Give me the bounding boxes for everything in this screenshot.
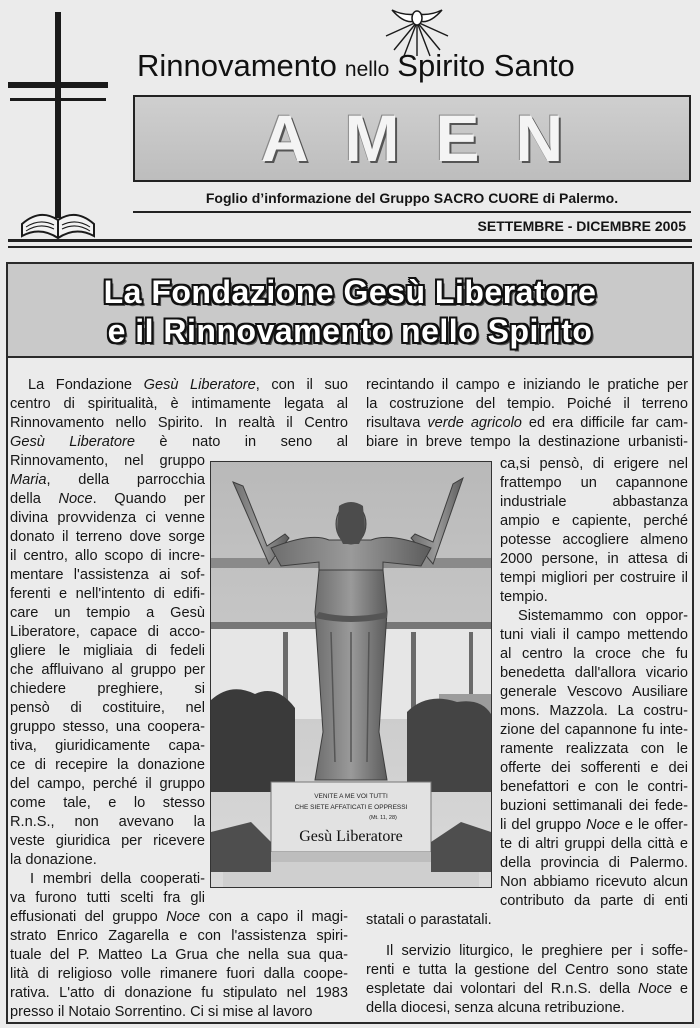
column_left_lines-line: il centro, allo scopo di incre- — [10, 548, 205, 564]
masthead-bottom-rule — [8, 239, 692, 242]
column_left_lines-line: care un tempio a Gesù — [10, 605, 205, 621]
column_right_lines-line: benedetta dall'allora vicario — [500, 665, 688, 681]
column_left_lines-line: mentare l'assistenza ai sof- — [10, 567, 205, 583]
column_left_lines-line: tuale del P. Matteo La Grua che nella sua qua- — [10, 947, 348, 963]
column_right_lines-line: renti e tutta la gestione del Centro sono state — [366, 962, 688, 978]
column_left_lines-line: pensò di costituire, nel — [10, 700, 205, 716]
column_left_lines-line: strato Enrico Zagarella e con l'assistenza spiri- — [10, 928, 348, 944]
column_left_lines-line: Maria, della parrocchia — [10, 472, 205, 488]
column_left_lines-line: R.n.S., non avevano la — [10, 814, 205, 830]
column_right_lines-line: mons. Mazzola. La costru- — [500, 703, 688, 719]
column_right_lines-line: Non abbiamo ricevuto alcun — [500, 874, 688, 890]
masthead-title — [137, 44, 692, 88]
column_left_lines-line: Gesù Liberatore è nato in seno al — [10, 434, 348, 450]
column_right_lines-line: generale Vescovo Ausiliare — [500, 684, 688, 700]
column_left_lines-line: Rinnovamento, nel gruppo — [10, 453, 205, 469]
column_right_lines-line: tuni viali il campo mettendo — [500, 627, 688, 643]
column_left_lines-line: Liberatore, capace di acco- — [10, 624, 205, 640]
column_left_lines-line: della Noce. Quando per — [10, 491, 205, 507]
plaque-text-line-1: VENITE A ME VOI TUTTI — [314, 793, 388, 800]
column_left_lines-line: lità di religioso volle rimanere fuori dalla coope- — [10, 966, 348, 982]
column_left_lines-line: veste giuridica per ricevere — [10, 833, 205, 849]
column_left_lines-line: chiedere preghiere, si — [10, 681, 205, 697]
column_right_lines-line: 2000 persone, in attesa di — [500, 551, 688, 567]
plaque-text-line-2: CHE SIETE AFFATICATI E OPPRESSI — [294, 804, 408, 811]
column_left_lines-line: La Fondazione Gesù Liberatore, con il suo — [28, 377, 349, 393]
column_right_lines-line: della diocesi, senza alcuna retribuzione. — [366, 1000, 625, 1016]
column_right_lines-line: ramente realizzata con le — [500, 741, 688, 757]
masthead-word-santo: Santo — [493, 48, 575, 83]
column_left_lines-line: Rinnovamento nello Spirito. In realtà il Centro — [10, 415, 348, 431]
column_left_lines-line: che affluivano al gruppo per — [10, 662, 205, 678]
column_left_lines-line: effusionati del gruppo Noce con a capo il magi- — [10, 909, 348, 925]
column_left_lines-line: del campo, perché il gruppo — [10, 776, 205, 792]
column_right_lines-line: statali o parastatali. — [366, 912, 492, 928]
column_right_lines-line: tempi migliori per costruire il — [500, 570, 688, 586]
column_right_lines-line: al centro la croce che fu — [500, 646, 688, 662]
column_left_lines-line: gruppo stesso, una coopera- — [10, 719, 205, 735]
column_left_lines-line: donato il terreno dove sorge — [10, 529, 205, 545]
column_left_lines-line: ce di recepire la donazione — [10, 757, 205, 773]
column_right_lines-line: biare in breve tempo la destinazione urbanisti- — [366, 434, 688, 450]
column_right_lines-line: recintando il campo e iniziando le pratiche per — [366, 377, 688, 393]
column_left_lines-line: la donazione. — [10, 852, 97, 868]
masthead-word-spirito: Spirito — [397, 48, 486, 83]
column_right_lines-line: ampio e capiente, perché — [500, 513, 688, 529]
column_right_lines-line: te di altri gruppi della città e — [500, 836, 688, 852]
column_right_lines-line: espletate dai volontari del R.n.S. della Noce e — [366, 981, 688, 997]
column_right_lines-line: ca,si pensò, di erigere nel — [500, 456, 688, 472]
column_right_lines-line: contributo da parte di enti — [500, 893, 688, 909]
masthead-word-nello: nello — [344, 58, 390, 81]
statue-photo — [210, 461, 492, 888]
cross-with-open-book-icon — [0, 8, 116, 244]
column_right_lines-line: Il servizio liturgico, le preghiere per i soffe- — [386, 943, 688, 959]
column_right_lines-line: li del gruppo Noce e le offer- — [500, 817, 688, 833]
column_right_lines-line: tempio. — [500, 589, 548, 605]
column_left_lines-line: centro di spiritualità, è intimamente legata al — [10, 396, 348, 412]
column_left_lines-line: gliere le migliaia di fedeli — [10, 643, 205, 659]
column_right_lines-line: Sistemammo con oppor- — [518, 608, 688, 624]
column_right_lines-line: la costruzione del tempio. Poiché il terreno — [366, 396, 688, 412]
column_left_lines-line: presso il Notaio Sorrentino. Ci si mise al lavoro — [10, 1004, 313, 1020]
plaque-text-line-3: (Mt. 11, 28) — [369, 815, 397, 821]
masthead-rule — [133, 211, 691, 213]
column_right_lines-line: frattempo un capannone — [500, 475, 688, 491]
article-headline-line-1: La Fondazione Gesù Liberatore — [103, 274, 597, 310]
column_right_lines-line: buzioni settimanali dei fede- — [500, 798, 688, 814]
masthead-bottom-rule-thin — [8, 246, 692, 248]
column_left_lines-line: divina provvidenza ci venne — [10, 510, 205, 526]
column_left_lines-line: come tale, e lo stesso — [10, 795, 205, 811]
column_right_lines-line: della provincia di Palermo. — [500, 855, 688, 871]
article-headline-line-2: e il Rinnovamento nello Spirito — [107, 313, 593, 349]
issue-date: SETTEMBRE - DICEMBRE 2005 — [477, 218, 686, 234]
column_left_lines-line: I membri della cooperati- — [30, 871, 205, 887]
column_right_lines-line: potesse accogliere almeno — [500, 532, 688, 548]
column_left_lines-line: rativa. L'atto di donazione fu stipulato nel 1983 — [10, 985, 348, 1001]
column_left_lines-line: va furono tutti scelti fra gli — [10, 890, 205, 906]
masthead-word-rinnovamento: Rinnovamento — [137, 48, 337, 83]
column_right_lines-line: industriale abbastanza — [500, 494, 688, 510]
plaque-name: Gesù Liberatore — [299, 828, 403, 845]
column_right_lines-line: risultava verde agricolo ed era difficile far cam- — [366, 415, 688, 431]
column_right_lines-line: benefattori e con le contri- — [500, 779, 688, 795]
column_right_lines-line: zione del capannone fu inte- — [500, 722, 688, 738]
column_left_lines-line: ferenti e nell'intento di edifi- — [10, 586, 205, 602]
newsletter-name: AMEN — [260, 101, 600, 175]
masthead-subtitle: Foglio d’informazione del Gruppo SACRO CUORE di Palermo. — [205, 190, 619, 206]
column_left_lines-line: tiva, giuridicamente capa- — [10, 738, 205, 754]
column_right_lines-line: offerte dei sofferenti e dei — [500, 760, 688, 776]
